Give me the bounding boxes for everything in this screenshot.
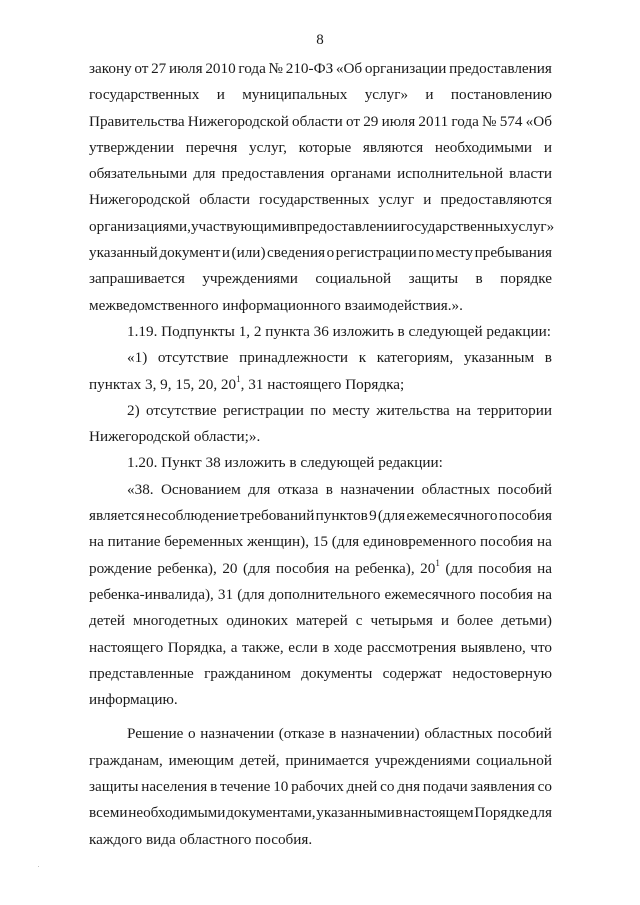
page-number: 8 bbox=[316, 32, 324, 48]
subitem-1-continuation: пунктах 3, 9, 15, 20, $20^1$, 31 настоящего Порядка; bbox=[89, 373, 405, 393]
paragraph-38 bbox=[89, 477, 552, 556]
text-line: государственных и муниципальных услуг» и постановлению bbox=[89, 86, 552, 104]
text-line: ребенка-инвалида), 31 (для дополнительного ежемесячного пособия на bbox=[89, 585, 552, 603]
superscript-1: 1 bbox=[236, 373, 241, 384]
text-line: является несоблюдение требований пунктов 9 (для ежемесячного пособия bbox=[89, 507, 552, 525]
paragraph-1-19: 1.19. Подпункты 1, 2 пункта 36 изложить в следующей редакции: bbox=[127, 322, 551, 340]
text-line: указанный документ и (или) сведения о регистрации по месту пребывания bbox=[89, 244, 552, 262]
text-line: «38. Основанием для отказа в назначении областных пособий bbox=[127, 480, 552, 498]
scan-dot bbox=[38, 866, 39, 867]
paragraph-38-line-4: рождение ребенка), 20 (для пособия на ребенка), $20^1$ (для пособия на bbox=[89, 557, 552, 577]
paragraph-decision-last-line: каждого вида областного пособия. bbox=[89, 830, 313, 848]
superscript-1: 1 bbox=[435, 557, 440, 568]
text-line: запрашивается учреждениями социальной защиты в порядке bbox=[89, 270, 552, 288]
text-line: Правительства Нижегородской области от 29 июля 2011 года № 574 «Об bbox=[89, 112, 552, 130]
text-line: Нижегородской области государственных услуг и предоставляются bbox=[89, 191, 552, 209]
text-line: на питание беременных женщин), 15 (для единовременного пособия на bbox=[89, 533, 552, 551]
text-line: обязательными для предоставления органами исполнительной власти bbox=[89, 165, 552, 183]
paragraph-38-last-line: информацию. bbox=[89, 691, 178, 709]
paragraph-law-reference bbox=[89, 56, 555, 319]
subitem-2-line: 2) отсутствие регистрации по месту жительства на территории bbox=[127, 401, 552, 419]
text-line: представленные гражданином документы содержат недостоверную bbox=[89, 664, 552, 682]
text-line: детей многодетных одиноких матерей с четырьмя и более детьми) bbox=[89, 612, 552, 630]
paragraph-1-20: 1.20. Пункт 38 изложить в следующей редакции: bbox=[127, 454, 443, 472]
document-body bbox=[89, 56, 555, 853]
subitem-2-continuation: Нижегородской области;». bbox=[89, 428, 261, 446]
paragraph-38-continued bbox=[89, 582, 552, 687]
text-line: закону от 27 июля 2010 года № 210-ФЗ «Об организации предоставления bbox=[89, 60, 552, 77]
text-line: Решение о назначении (отказе в назначении) областных пособий bbox=[127, 725, 552, 743]
text-line: утверждении перечня услуг, которые являются необходимыми и bbox=[89, 138, 552, 156]
text-line: настоящего Порядка, а также, если в ходе рассмотрения выявлено, что bbox=[89, 638, 552, 656]
text-line: гражданам, имеющим детей, принимается учреждениями социальной bbox=[89, 751, 552, 769]
text-line: защиты населения в течение 10 рабочих дней со дня подачи заявления со bbox=[89, 778, 552, 796]
text-line: всеми необходимыми документами, указанными в настоящем Порядке для bbox=[89, 804, 552, 822]
text-line: межведомственного информационного взаимодействия.». bbox=[89, 296, 463, 314]
text-line: организациями, участвующими в предоставлении государственных услуг» bbox=[89, 217, 555, 235]
paragraph-decision bbox=[89, 721, 552, 826]
subitem-1-line: «1) отсутствие принадлежности к категориям, указанным в bbox=[127, 349, 552, 367]
